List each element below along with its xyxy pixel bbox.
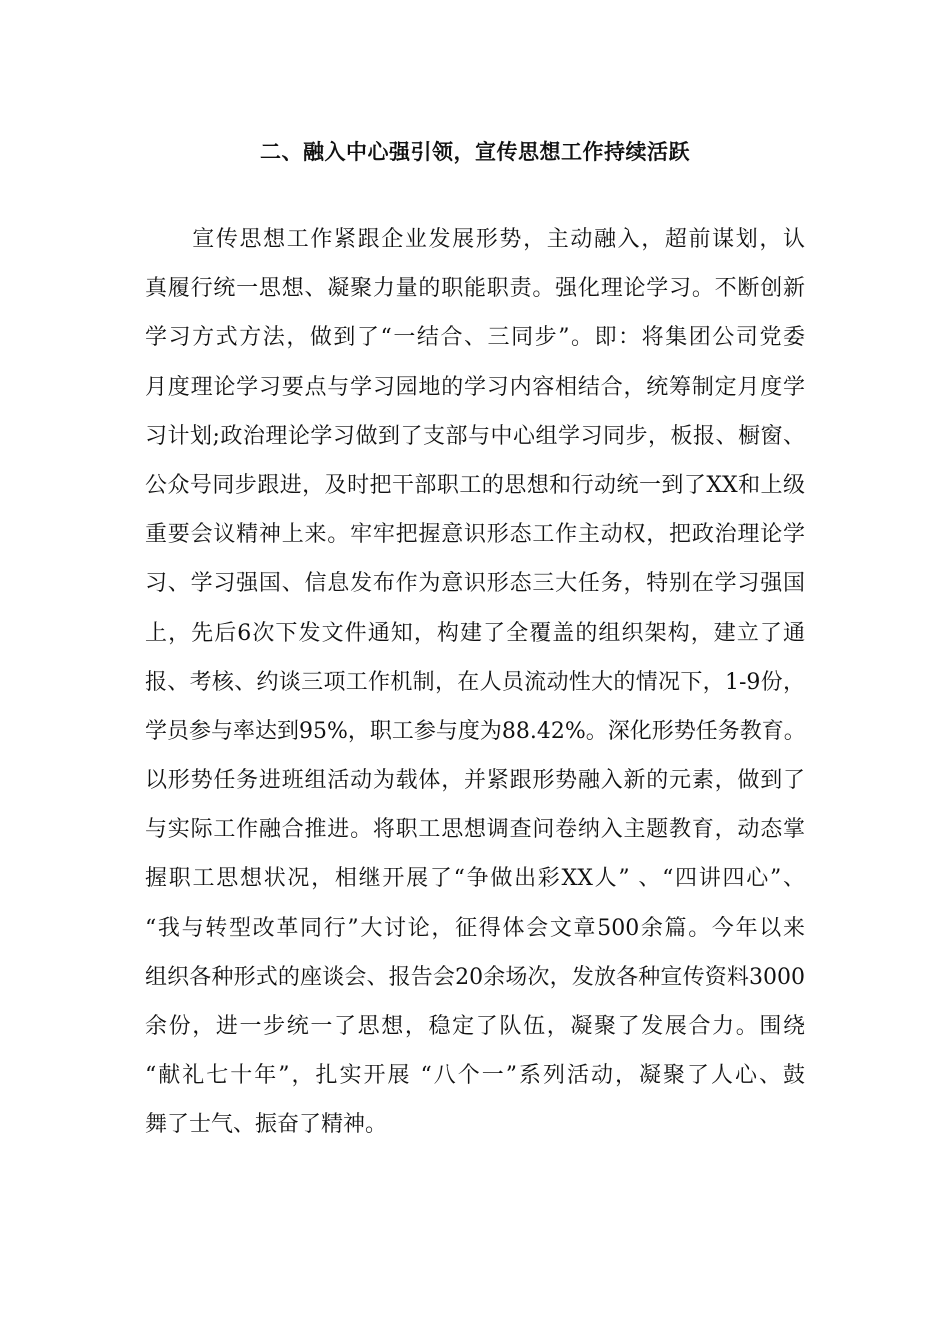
paragraph-line: 报、考核、约谈三项工作机制，在人员流动性大的情况下，1-9份，	[145, 669, 805, 695]
paragraph-line: 习计划;政治理论学习做到了支部与中心组学习同步，板报、橱窗、	[145, 423, 805, 449]
paragraph-line: “献礼七十年”，扎实开展 “八个一”系列活动，凝聚了人心、鼓	[145, 1063, 805, 1089]
paragraph-line: 真履行统一思想、凝聚力量的职能职责。强化理论学习。不断创新	[145, 276, 805, 302]
paragraph-line: 舞了士气、振奋了精神。	[145, 1112, 388, 1138]
paragraph-line: 月度理论学习要点与学习园地的学习内容相结合，统筹制定月度学	[145, 374, 805, 400]
paragraph-line: “我与转型改革同行”大讨论，征得体会文章500余篇。今年以来	[145, 915, 805, 941]
paragraph-line: 学习方式方法，做到了“一结合、三同步”。即：将集团公司党委	[145, 325, 805, 351]
paragraph-line: 学员参与率达到95%，职工参与度为88.42%。深化形势任务教育。	[145, 718, 806, 744]
paragraph-line: 宣传思想工作紧跟企业发展形势，主动融入，超前谋划，认	[145, 227, 805, 252]
paragraph-line: 公众号同步跟进，及时把干部职工的思想和行动统一到了XX和上级	[145, 472, 805, 498]
paragraph-line: 重要会议精神上来。牢牢把握意识形态工作主动权，把政治理论学	[145, 522, 805, 548]
paragraph-line: 上，先后6次下发文件通知，构建了全覆盖的组织架构，建立了通	[145, 620, 805, 646]
paragraph-line: 习、学习强国、信息发布作为意识形态三大任务，特别在学习强国	[145, 571, 805, 597]
body-paragraph	[145, 215, 805, 1150]
paragraph-line: 握职工思想状况，相继开展了“争做出彩XX人” 、“四讲四心”、	[145, 866, 805, 892]
paragraph-line: 组织各种形式的座谈会、报告会20余场次，发放各种宣传资料3000	[145, 964, 805, 990]
paragraph-line: 余份，进一步统一了思想，稳定了队伍，凝聚了发展合力。围绕	[145, 1014, 805, 1039]
paragraph-line: 以形势任务进班组活动为载体，并紧跟形势融入新的元素，做到了	[145, 768, 805, 794]
paragraph-line: 与实际工作融合推进。将职工思想调查问卷纳入主题教育，动态掌	[145, 817, 805, 843]
section-heading: 二、融入中心强引领，宣传思想工作持续活跃	[260, 140, 690, 164]
